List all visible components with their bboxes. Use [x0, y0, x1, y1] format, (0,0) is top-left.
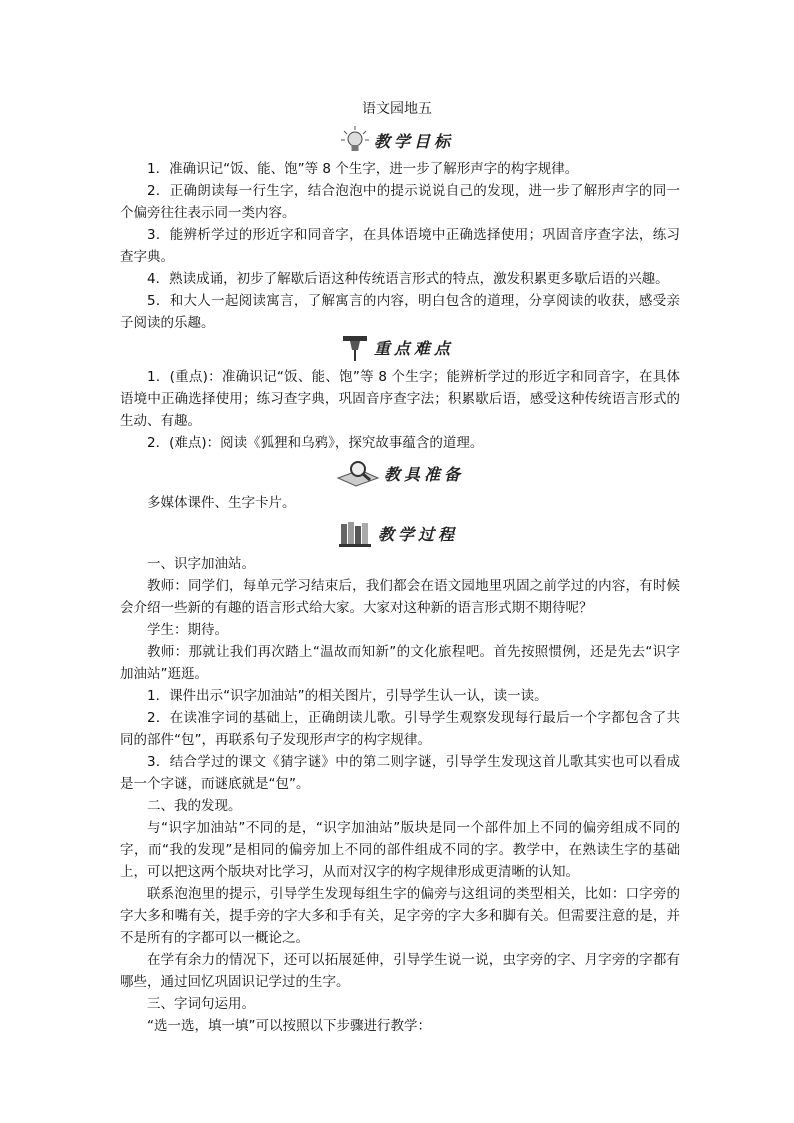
- process-heading-3: 三、字词句运用。: [147, 996, 255, 1012]
- goal-2: 2．正确朗读每一行生字，结合泡泡中的提示说说自己的发现，进一步了解形声字的同一个偏旁往往表示同一类内容。: [120, 183, 680, 221]
- goal-3: 3．能辨析学过的形近字和同音字，在具体语境中正确选择使用；巩固音序查字法，练习查字典。: [120, 227, 680, 265]
- process-heading-2: 二、我的发现。: [147, 798, 242, 814]
- goal-1: 1．准确识记“饭、能、饱”等 8 个生字，进一步了解形声字的构字规律。: [147, 161, 579, 177]
- keypoint-2: 2．(难点)：阅读《狐狸和乌鸦》，探究故事蕴含的道理。: [147, 435, 484, 451]
- process-paragraph: 教师：同学们，每单元学习结束后，我们都会在语文园地里巩固之前学过的内容，有时候会介绍一些新的有趣的语言形式给大家。大家对这种新的语言形式期不期待呢？: [120, 578, 680, 616]
- process-paragraph: 教师：那就让我们再次踏上“温故而知新”的文化旅程吧。首先按照惯例，还是先去“识字加油站”逛逛。: [120, 644, 680, 682]
- prep-text: 多媒体课件、生字卡片。: [147, 495, 296, 511]
- process-paragraph: 2．在读准字词的基础上，正确朗读儿歌。引导学生观察发现每行最后一个字都包含了共同的部件“包”，再联系句子发现形声字的构字规律。: [120, 710, 680, 748]
- process-paragraph: 联系泡泡里的提示，引导学生发现每组生字的偏旁与这组词的类型相关，比如：口字旁的字大多和嘴有关，提手旁的字大多和手有关，足字旁的字大多和脚有关。但需要注意的是，并不是所有的字都可以一概论之。: [120, 886, 680, 946]
- section-header-keypoints: [340, 332, 454, 362]
- process-paragraph: 与“识字加油站”不同的是，“识字加油站”版块是同一个部件加上不同的偏旁组成不同的字，而“我的发现”是相同的偏旁加上不同的部件组成不同的字。教学中，在熟读生字的基础上，可以把这两个版块对比学习，从而对汉字的构字规律形成更清晰的认知。: [120, 820, 680, 880]
- process-paragraph: 1．课件出示“识字加油站”的相关图片，引导学生认一认，读一读。: [147, 688, 548, 704]
- page-title: 语文园地五: [362, 101, 432, 117]
- section-header-prep: [336, 458, 464, 488]
- section-title: 教具准备: [384, 464, 465, 484]
- process-paragraph: “选一选，填一填”可以按照以下步骤进行教学：: [147, 1018, 431, 1034]
- section-title: 教学过程: [378, 524, 459, 544]
- lightbulb-icon: [340, 125, 370, 155]
- process-heading-1: 一、识字加油站。: [147, 556, 255, 572]
- section-title: 重点难点: [374, 338, 455, 358]
- process-paragraph: 学生：期待。: [147, 622, 228, 638]
- section-title: 教学目标: [374, 131, 455, 151]
- books-icon: [338, 518, 374, 548]
- process-paragraph: 在学有余力的情况下，还可以拓展延伸，引导学生说一说，虫字旁的字、月字旁的字都有哪些，通过回忆巩固识记学过的生字。: [120, 952, 680, 990]
- section-header-process: [338, 518, 458, 548]
- goal-4: 4．熟读成诵，初步了解歇后语这种传统语言形式的特点，激发积累更多歇后语的兴趣。: [147, 271, 669, 287]
- section-header-goals: [340, 125, 454, 155]
- goal-5: 5．和大人一起阅读寓言，了解寓言的内容，明白包含的道理，分享阅读的收获，感受亲子阅读的乐趣。: [120, 293, 680, 331]
- process-paragraph: 3．结合学过的课文《猜字谜》中的第二则字谜，引导学生发现这首儿歌其实也可以看成是一个字谜，而谜底就是“包”。: [120, 754, 680, 792]
- pushpin-icon: [340, 332, 370, 362]
- magnifier-icon: [336, 458, 380, 488]
- keypoint-1: 1．(重点)：准确识记“饭、能、饱”等 8 个生字；能辨析学过的形近字和同音字，在具体语境中正确选择使用；练习查字典，巩固音序查字法；积累歇后语，感受这种传统语言形式的生动、有趣。: [120, 369, 680, 429]
